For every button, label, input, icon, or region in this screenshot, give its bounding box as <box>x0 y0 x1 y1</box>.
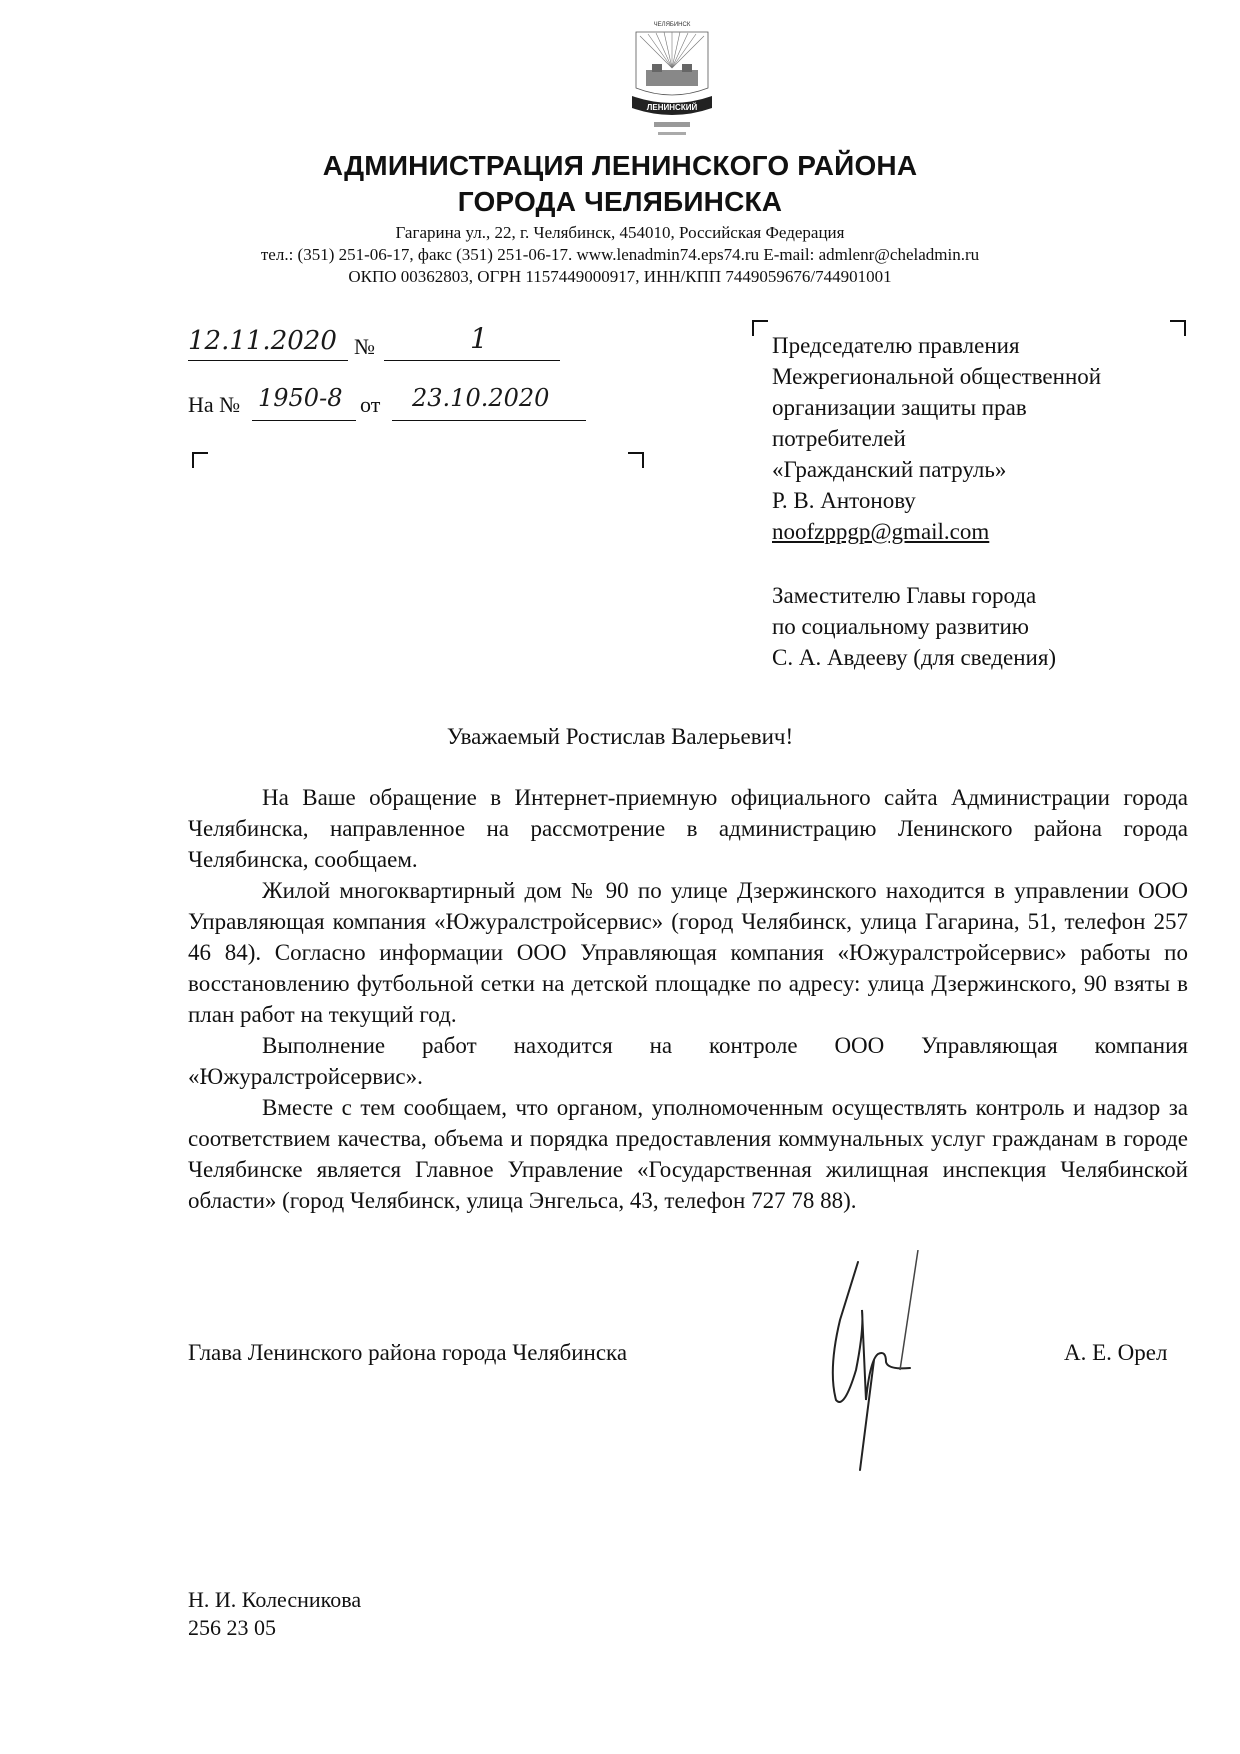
reference-from-label: от <box>360 392 381 417</box>
body-paragraph: Вместе с тем сообщаем, что органом, уполномоченным осуществлять контроль и надзор за соответствием качества, объема и порядка предоставления коммунальных услуг гражданам в городе Челябинске является Главное Управление «Государственная жилищная инспекция Челябинской области» (город Челябинск, улица Энгельса, 43, телефон 727 78 88). <box>188 1095 1188 1213</box>
organization-name-line2: ГОРОДА ЧЕЛЯБИНСКА <box>457 186 783 217</box>
recipient-line: «Гражданский патруль» <box>772 457 1007 482</box>
recipient-line: потребителей <box>772 426 906 451</box>
registration-number: 1 <box>470 322 488 355</box>
copy-recipient-line: Заместителю Главы города <box>772 583 1037 608</box>
recipient-block <box>772 330 1101 547</box>
salutation: Уважаемый Ростислав Валерьевич! <box>446 724 794 749</box>
body-paragraph: Жилой многоквартирный дом № 90 по улице Дзержинского находится в управлении ООО Управляющая компания «Южуралстройсервис» (город Челябинск, улица Гагарина, 51, телефон 257 46 84). Согласно информации ООО Управляющая компания «Южуралстройсервис» работы по восстановлению футбольной сетки на детской площадке по адресу: улица Дзержинского, 90 взяты в план работ на текущий год. <box>188 878 1188 1027</box>
organization-codes: ОКПО 00362803, ОГРН 1157449000917, ИНН/КПП 7449059676/744901001 <box>348 267 892 286</box>
signatory-name: А. Е. Орел <box>1064 1340 1168 1365</box>
address-corner-mark <box>192 452 208 468</box>
registration-date: 12.11.2020 <box>188 326 337 356</box>
reference-number: 1950-8 <box>258 384 343 412</box>
handwritten-signature <box>800 1250 930 1480</box>
recipient-corner-mark <box>1170 320 1186 336</box>
coat-of-arms-emblem <box>628 18 716 140</box>
organization-name-line1: АДМИНИСТРАЦИЯ ЛЕНИНСКОГО РАЙОНА <box>322 150 918 181</box>
copy-recipient-block <box>772 580 1056 673</box>
copy-recipient-line: С. А. Авдееву (для сведения) <box>772 645 1057 670</box>
executor-name: Н. И. Колесникова <box>188 1587 362 1612</box>
executor-phone: 256 23 05 <box>188 1615 276 1640</box>
recipient-corner-mark <box>752 320 768 336</box>
copy-recipient-line: по социальному развитию <box>772 614 1029 639</box>
executor-block <box>188 1586 361 1642</box>
reference-date: 23.10.2020 <box>412 384 550 412</box>
organization-contacts: тел.: (351) 251-06-17, факс (351) 251-06-17. www.lenadmin74.eps74.ru E-mail: admlenr@cheladmin.ru <box>260 245 980 264</box>
svg-text:ЧЕЛЯБИНСК: ЧЕЛЯБИНСК <box>653 22 691 28</box>
recipient-line: Межрегиональной общественной <box>772 364 1102 389</box>
signatory-position: Глава Ленинского района города Челябинска <box>188 1340 628 1365</box>
letter-body <box>188 782 1188 1216</box>
body-paragraph: Выполнение работ находится на контроле ООО Управляющая компания «Южуралстройсервис». <box>188 1033 1188 1089</box>
reference-number-label: На № <box>188 392 241 417</box>
recipient-line: организации защиты прав <box>772 395 1027 420</box>
address-corner-mark <box>628 452 644 468</box>
recipient-line: Р. В. Антонову <box>772 488 916 513</box>
organization-address: Гагарина ул., 22, г. Челябинск, 454010, Российская Федерация <box>395 223 845 242</box>
registration-number-label: № <box>354 334 375 359</box>
recipient-email-link[interactable]: noofzppgp@gmail.com <box>772 519 990 544</box>
recipient-line: Председателю правления <box>772 333 1020 358</box>
body-paragraph: На Ваше обращение в Интернет-приемную официального сайта Администрации города Челябинска, направленное на рассмотрение в администрацию Ленинского района города Челябинска, сообщаем. <box>188 785 1188 872</box>
emblem-ribbon-text: ЛЕНИНСКИЙ <box>646 103 698 112</box>
